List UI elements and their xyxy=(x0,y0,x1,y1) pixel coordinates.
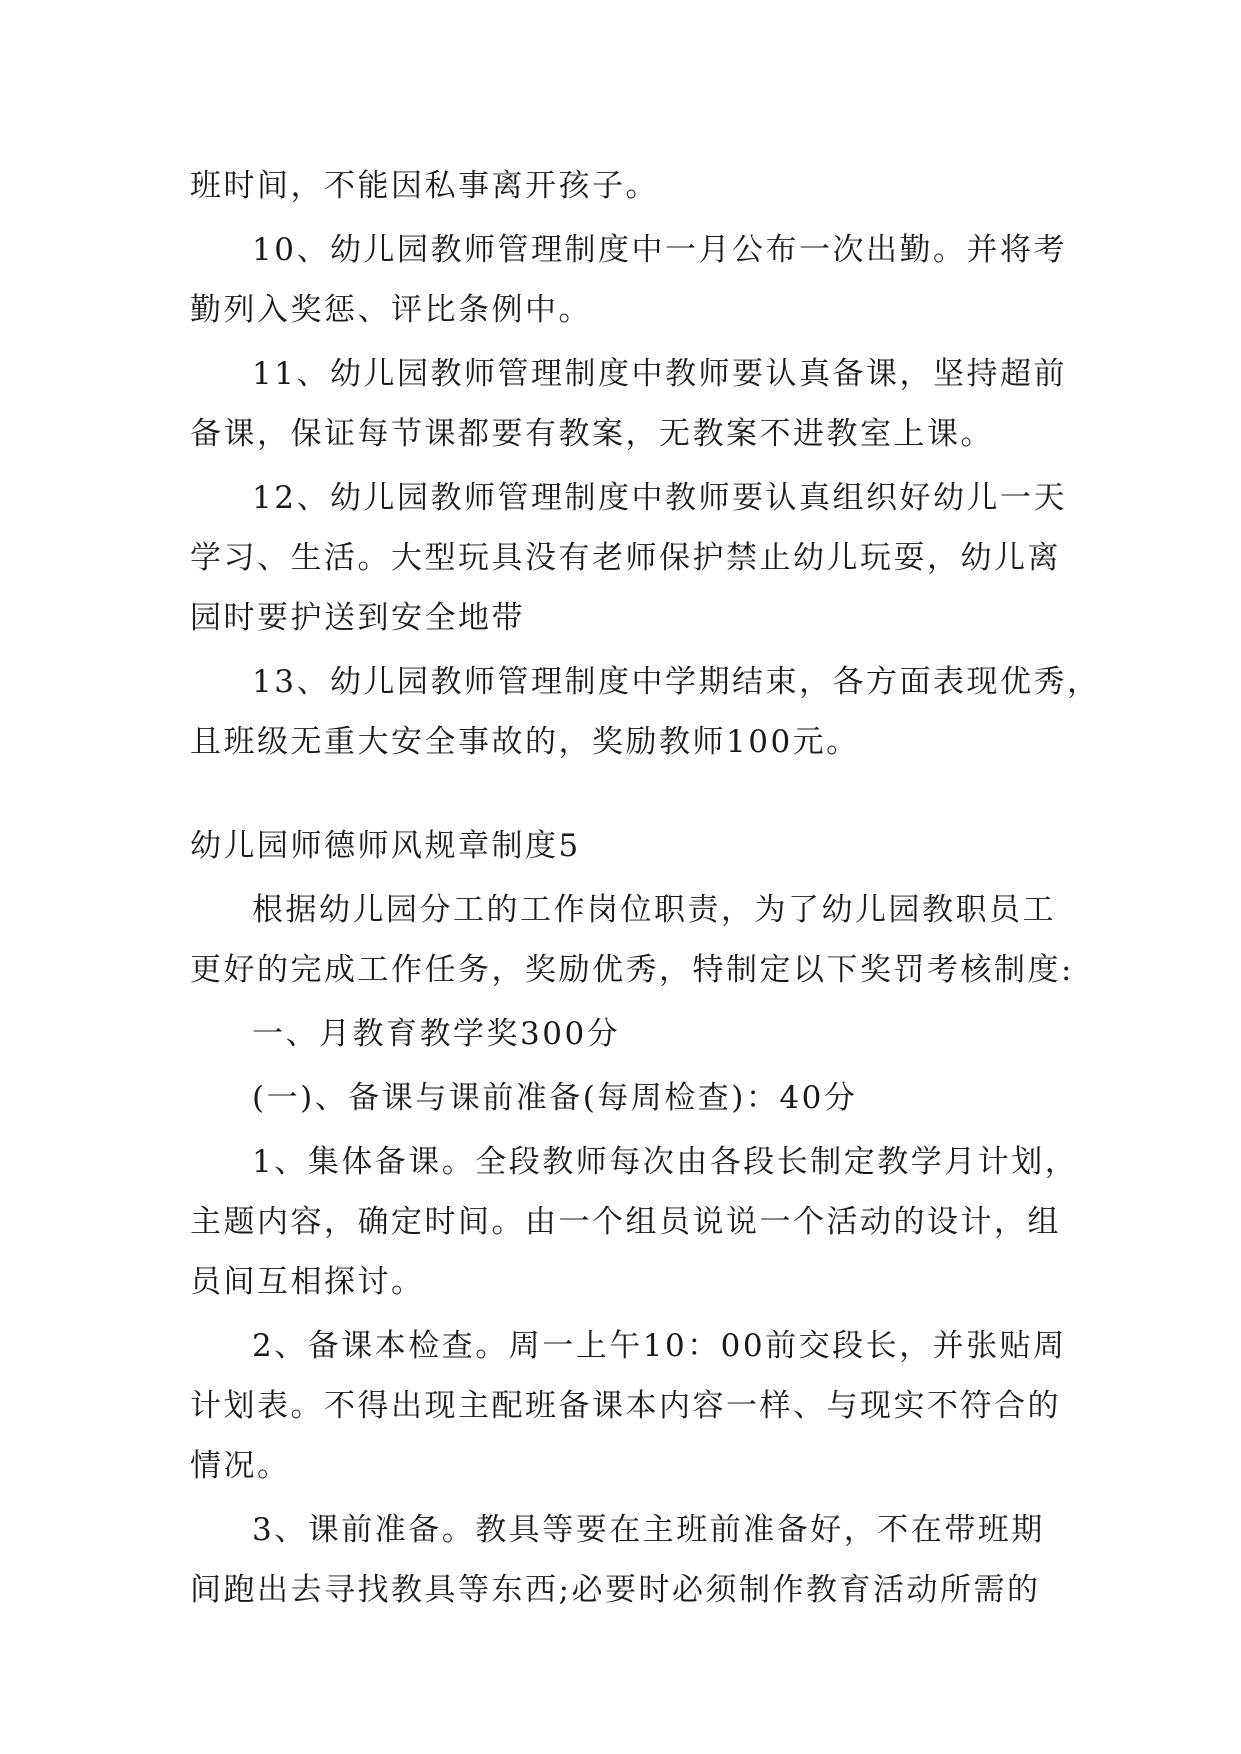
text-line: 勤列入奖惩、评比条例中。 xyxy=(190,292,592,328)
text-line: 间跑出去寻找教具等东西;必要时必须制作教育活动所需的 xyxy=(190,1572,1041,1608)
text-line: 根据幼儿园分工的工作岗位职责，为了幼儿园教职员工 xyxy=(252,892,1056,928)
text-line: 学习、生活。大型玩具没有老师保护禁止幼儿玩耍，幼儿离 xyxy=(190,540,1061,576)
text-line: 1、集体备课。全段教师每次由各段长制定教学月计划， xyxy=(252,1144,1079,1180)
text-line: 3、课前准备。教具等要在主班前准备好，不在带班期 xyxy=(252,1512,1045,1548)
text-line: 11、幼儿园教师管理制度中教师要认真备课，坚持超前 xyxy=(252,356,1067,392)
text-line: 13、幼儿园教师管理制度中学期结束，各方面表现优秀， xyxy=(252,664,1101,700)
text-line: 10、幼儿园教师管理制度中一月公布一次出勤。并将考 xyxy=(252,232,1067,268)
section-title: 幼儿园师德师风规章制度5 xyxy=(190,828,581,864)
text-line: 员间互相探讨。 xyxy=(190,1264,425,1300)
text-line: (一)、备课与课前准备(每周检查)：40分 xyxy=(252,1080,858,1116)
text-line: 计划表。不得出现主配班备课本内容一样、与现实不符合的 xyxy=(190,1388,1061,1424)
text-line: 园时要护送到安全地带 xyxy=(190,600,525,636)
text-line: 2、备课本检查。周一上午10：00前交段长，并张贴周 xyxy=(252,1328,1067,1364)
text-line: 且班级无重大安全事故的，奖励教师100元。 xyxy=(190,724,860,760)
text-line: 一、月教育教学奖300分 xyxy=(252,1016,621,1052)
text-line: 更好的完成工作任务，奖励优秀，特制定以下奖罚考核制度: xyxy=(190,952,1074,988)
text-line: 12、幼儿园教师管理制度中教师要认真组织好幼儿一天 xyxy=(252,480,1067,516)
text-line: 班时间，不能因私事离开孩子。 xyxy=(190,168,659,204)
text-line: 备课，保证每节课都要有教案，无教案不进教室上课。 xyxy=(190,416,994,452)
text-line: 情况。 xyxy=(190,1448,291,1484)
text-line: 主题内容，确定时间。由一个组员说说一个活动的设计，组 xyxy=(190,1204,1061,1240)
